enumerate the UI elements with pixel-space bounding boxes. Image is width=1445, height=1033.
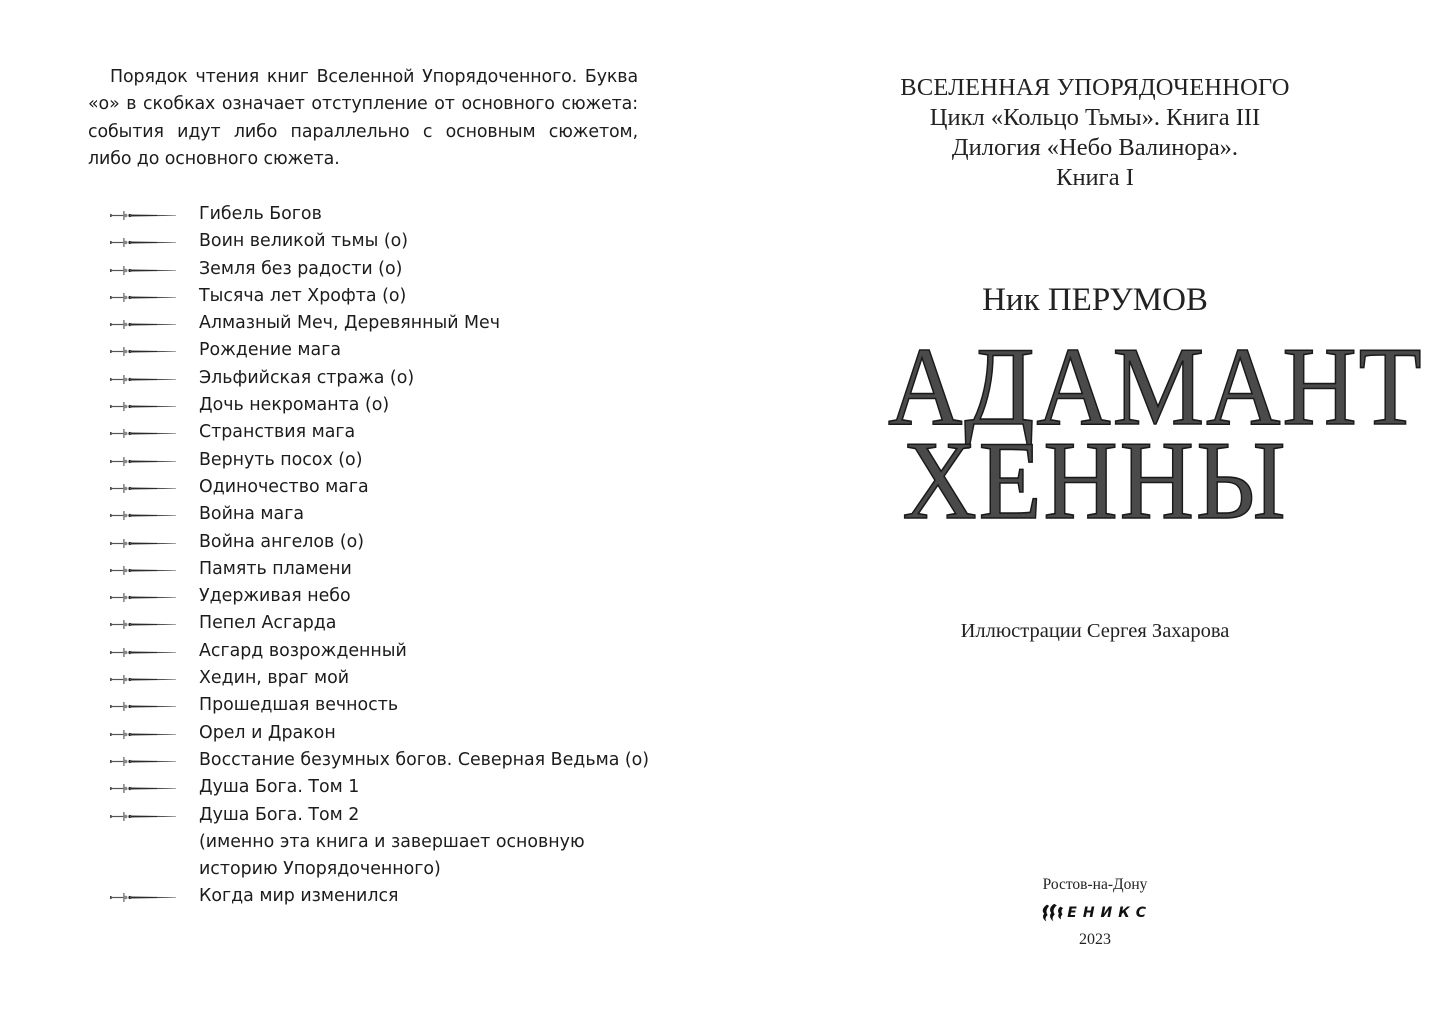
book-title: Орел и Дракон <box>199 722 336 743</box>
book-title: Память пламени <box>199 558 352 579</box>
book-title: Земля без радости (о) <box>199 258 403 279</box>
book-list-item <box>88 337 648 364</box>
book-title: Прошедшая вечность <box>199 695 399 716</box>
book-title: Душа Бога. Том 1 <box>199 777 360 798</box>
sword-icon <box>110 538 176 548</box>
publisher-city: Ростов-на-Дону <box>1042 876 1148 893</box>
book-list-item <box>88 556 648 583</box>
book-title: Странствия мага <box>199 422 356 443</box>
sword-icon <box>110 319 176 329</box>
book-list-item <box>88 665 648 692</box>
book-title: Война ангелов (о) <box>199 531 365 552</box>
book-list-item <box>88 228 648 255</box>
sword-icon <box>110 756 176 766</box>
book-title: Когда мир изменился <box>199 886 399 907</box>
sword-icon <box>110 374 176 384</box>
sword-icon <box>110 456 176 466</box>
sword-icon <box>110 265 176 275</box>
sword-icon <box>110 346 176 356</box>
book-list-item <box>88 310 648 337</box>
cycle-name: Цикл «Кольцо Тьмы». Книга III <box>929 104 1261 131</box>
sword-icon <box>110 428 176 438</box>
book-title: Рождение мага <box>199 340 341 361</box>
author-name: Ник ПЕРУМОВ <box>982 282 1208 318</box>
book-list-item <box>88 283 648 310</box>
book-list-item <box>88 365 648 392</box>
book-list-item <box>88 392 648 419</box>
publication-year: 2023 <box>1079 931 1111 948</box>
sword-icon <box>110 811 176 821</box>
sword-icon <box>110 674 176 684</box>
book-title: Хедин, враг мой <box>199 668 350 689</box>
sword-icon <box>110 483 176 493</box>
book-list-item <box>88 201 648 228</box>
book-list-item <box>88 774 648 801</box>
book-list-item <box>88 638 648 665</box>
left-page <box>88 64 650 907</box>
sword-icon <box>110 892 176 902</box>
book-title: Тысяча лет Хрофта (о) <box>199 285 407 306</box>
book-list-item <box>88 256 648 283</box>
book-number: Книга I <box>1056 164 1134 191</box>
book-title: (именно эта книга и завершает основную <box>199 831 585 852</box>
book-list-note <box>88 856 648 883</box>
sword-icon <box>110 565 176 575</box>
phoenix-flame-icon <box>1040 899 1065 927</box>
book-list-item <box>88 529 648 556</box>
book-title: Одиночество мага <box>199 476 369 497</box>
book-list-item <box>88 501 648 528</box>
reading-order-intro: Порядок чтения книг Вселенной Упорядоченного. Буква «о» в скобках означает отступление от основного сюжета: события идут либо параллельно с основным сюжетом, либо до основного сюжета. <box>88 67 638 169</box>
sword-icon <box>110 210 176 220</box>
publisher-name: ЕНИКС <box>1067 905 1152 921</box>
book-list-item <box>88 474 648 501</box>
book-title: Гибель Богов <box>199 204 322 224</box>
dilogy-name: Дилогия «Небо Валинора». <box>951 134 1239 161</box>
sword-icon <box>110 783 176 793</box>
book-title-line-1: АДАМАНТ <box>888 325 1424 449</box>
book-title <box>888 325 1424 543</box>
universe-name: ВСЕЛЕННАЯ УПОРЯДОЧЕННОГО <box>900 74 1290 101</box>
book-list-item <box>88 747 648 774</box>
book-list-item <box>88 720 648 747</box>
illustrator-credit: Иллюстрации Сергея Захарова <box>960 620 1230 642</box>
series-info <box>870 73 1320 193</box>
sword-icon <box>110 619 176 629</box>
book-list-item <box>88 692 648 719</box>
book-title: Дочь некроманта (о) <box>199 395 390 416</box>
sword-icon <box>110 592 176 602</box>
book-list-item <box>88 419 648 446</box>
book-title: Эльфийская стража (о) <box>199 367 415 388</box>
book-title: Вернуть посох (о) <box>199 449 363 470</box>
book-title: Алмазный Меч, Деревянный Меч <box>199 313 501 334</box>
sword-icon <box>110 237 176 247</box>
book-list-note <box>88 829 648 856</box>
book-title-line-2: ХЕННЫ <box>902 419 1288 543</box>
sword-icon <box>110 729 176 739</box>
book-list-item <box>88 583 648 610</box>
book-title: Пепел Асгарда <box>199 613 337 634</box>
sword-icon <box>110 292 176 302</box>
reading-order-list <box>88 201 648 911</box>
book-title: Война мага <box>199 504 304 525</box>
book-title: Воин великой тьмы (о) <box>199 231 409 252</box>
sword-icon <box>110 401 176 411</box>
book-list-item <box>88 610 648 637</box>
book-list-item <box>88 802 648 829</box>
sword-icon <box>110 701 176 711</box>
book-title: Душа Бога. Том 2 <box>199 804 360 825</box>
sword-icon <box>110 647 176 657</box>
sword-icon <box>110 510 176 520</box>
book-title: Удерживая небо <box>199 586 351 607</box>
publisher-logo <box>1040 899 1152 927</box>
book-title: историю Упорядоченного) <box>199 859 441 880</box>
book-list-item <box>88 883 648 910</box>
book-title: Асгард возрожденный <box>199 640 407 661</box>
book-title: Восстание безумных богов. Северная Ведьма (о) <box>199 749 650 770</box>
book-list-item <box>88 447 648 474</box>
